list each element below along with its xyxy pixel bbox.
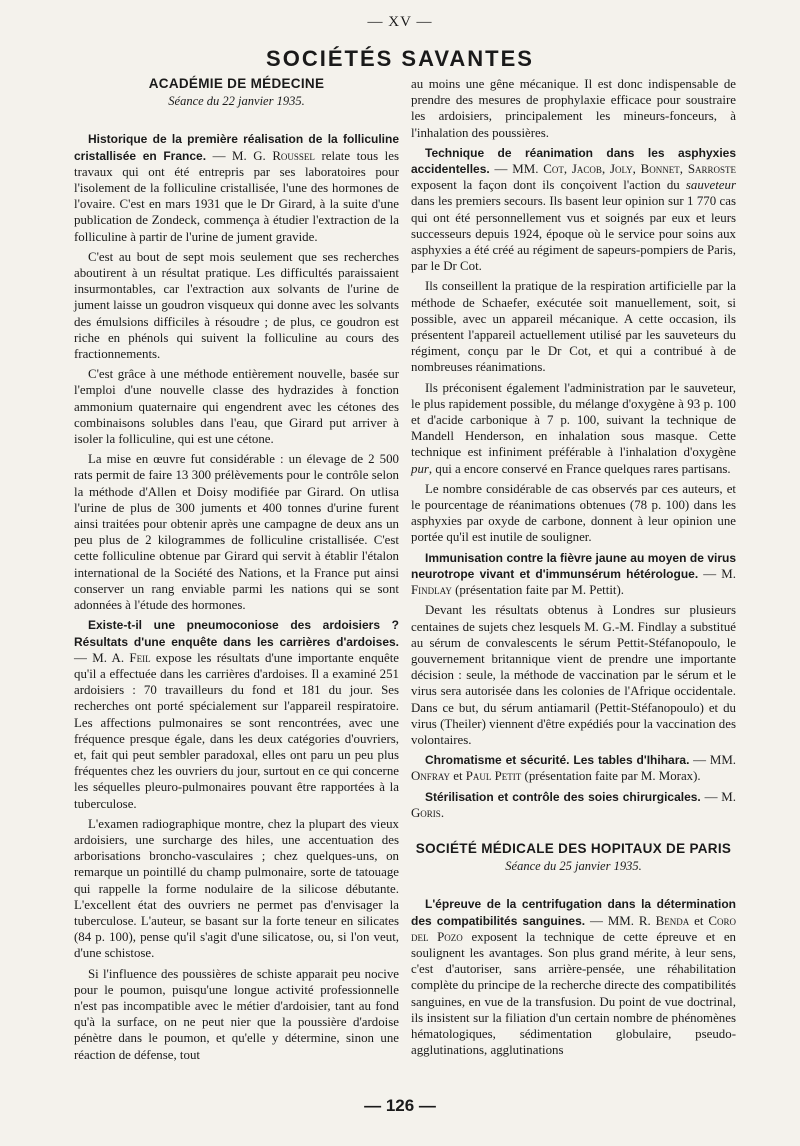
- page-number: — 126 —: [364, 1096, 436, 1115]
- article-title: Stérilisation et contrôle des soies chirurgicales.: [425, 789, 701, 804]
- article-folliculine: [74, 131, 399, 244]
- section-date-academie: Séance du 22 janvier 1935.: [168, 94, 305, 109]
- right-column: [411, 76, 736, 1058]
- article-title: Technique de réanimation dans les asphyxies accidentelles.: [411, 145, 736, 177]
- italic-text: sauveteur: [685, 178, 736, 193]
- article-reanimation: [411, 145, 736, 275]
- paragraph-text: expose les résultats d'une importante enquête qu'il a effectuée dans les carrières d'ardoises. Il a examiné 251 ardoisiers : 70 travailleurs du fond et 181 du jour. Ses recherches ont porté spécialement sur l'appareil respiratoire. Les affections pulmonaires se sont rencontrées, avec une fréquence presque égale, dans les deux catégories d'ouvriers, et, fait qui peut sembler paradoxal, elles ont paru un peu plus fréquentes chez les ouvriers du jour, surtout en ce qui concerne les séquelles pleuro-pulmonaires pouvant être rapportées à la tuberculose.: [74, 650, 399, 811]
- author-name: Feil: [129, 650, 151, 665]
- author-name: Coro del Pozo: [411, 913, 736, 944]
- paragraph: [411, 380, 736, 477]
- paragraph: Si l'influence des poussières de schiste apparait peu nocive pour le poumon, puisqu'une longue activité professionnelle n'est pas incompatible avec le métier d'ardoisier, tant au fond qu'à la surface, on ne peut nier que la poussière d'ardoise pénètre dans le poumon, et qu'elle y détermine, sinon une réaction de défense, tout: [74, 966, 399, 1062]
- dash: — MM.: [689, 753, 737, 768]
- article-chromatisme: [411, 752, 736, 784]
- conjunction: et: [689, 913, 709, 928]
- author-name: Onfray: [411, 769, 450, 784]
- article-pneumoconiose: [74, 617, 399, 811]
- author-name: Paul Petit: [465, 769, 522, 784]
- section-title-hopitaux: SOCIÉTÉ MÉDICALE DES HOPITAUX DE PARIS: [415, 840, 732, 856]
- paragraph-text: exposent la façon dont ils conçoivent l'action du: [411, 178, 686, 193]
- dash: — MM.: [489, 162, 544, 177]
- author-names: Cot, Jacob, Joly, Bonnet, Sarroste: [543, 162, 736, 177]
- paragraph: Le nombre considérable de cas observés par ces auteurs, et le pourcentage de réanimations obtenues (78 p. 100) dans les asphyxies par oxyde de carbone, donnent à leur opinion une portée qu'il est inutile de souligner.: [411, 481, 736, 545]
- paragraph: La mise en œuvre fut considérable : un élevage de 2 500 rats permit de faire 13 300 prélèvements pour le contrôle selon la méthode d'Allen et Doisy modifiée par Girard. On utlisa l'urine de plus de 300 juments et 400 tonnes d'urine furent ainsi traitées pour obtenir après une campagne de deux ans un peu plus de 2 kilogrammes de folliculine cristallisée. C'est cette folliculine obtenue par Girard qui servit à établir l'étalon international de la Société des Nations, et la France put ainsi conserver un rang enviable parmi les nations qui se sont adonnées à l'étude des hormones.: [74, 452, 399, 613]
- article-title: Immunisation contre la fièvre jaune au moyen de virus neurotrope vivant et d'immunsérum hétérologue.: [411, 550, 736, 581]
- author-name: Findlay: [411, 583, 452, 598]
- page-roman-number: — XV —: [367, 14, 433, 30]
- dash: — MM. R.: [585, 913, 656, 928]
- section-date-hopitaux: Séance du 25 janvier 1935.: [505, 859, 642, 874]
- paragraph: C'est au bout de sept mois seulement que ses recherches aboutirent à un résultat pratique. Les difficultés paraissaient insurmontables, car l'extraction aux solvants de l'urine de jument laisse un goudron visqueux qui donne avec les solvants des émulsions difficiles à résoudre ; de plus, ce goudron est riche en phénols qui suivent la folliculine au cours des fractionnements.: [74, 249, 399, 362]
- paragraph: L'examen radiographique montre, chez la plupart des vieux ardoisiers, une surcharge des hiles, une accentuation des arborisations broncho-vasculaires ; chez quelques-uns, on remarque un pointillé du champ pulmonaire, sorte de tatouage qui rappelle la forme nodulaire de la silicose débutante. L'excellent état des ouvriers ne permet pas d'envisager la tuberculose. L'auteur, se basant sur la forte teneur en silicates (84 p. 100), pense qu'il s'agit d'une silicatose, ou, si l'on veut, d'une schistose.: [74, 816, 399, 961]
- paragraph-text: relate tous les travaux qui ont été entrepris par ses laboratoires pour l'isolement de la folliculine cristallisée, l'une des hormones de l'ovaire. C'est en mars 1931 que le Dr Girard, à la suite d'une publication de Zondeck, commença à étudier l'extraction de la folliculine à partir de l'urine de jument gravide.: [74, 148, 399, 244]
- article-centrifugation: [411, 896, 736, 1058]
- paragraph-text: , qui a encore conservé en France quelques rares partisans.: [428, 461, 731, 476]
- dash: — M. A.: [74, 650, 130, 665]
- paragraph: Ils conseillent la pratique de la respiration artificielle par la méthode de Schaefer, exécutée soit manuellement, soit, si possible, avec un appareil mécanique. A cette occasion, ils présentent l'appareil actuellement utilisé par les sauveteurs du régiment, conçu par le Dr Cot, et qui a contribué à de nombreuses réanimations.: [411, 279, 736, 375]
- paragraph: Devant les résultats obtenus à Londres sur plusieurs centaines de sujets chez lesquels M. G.-M. Findlay a substitué au sérum de convalescents le sérum Pettit-Stéfanopoulo, le gouvernement britannique vient de prendre une importante décision : seule, la méthode de vaccination par le sérum et le virus sera autorisée dans les colonies de l'Afrique occidentale. Dans ce but, du sérum antiamaril (Pettit-Stéfanopoulo) et du virus (Theiler) viennent d'être expédiés pour la vaccination des volontaires.: [411, 603, 736, 747]
- paragraph-text: exposent la technique de cette épreuve et en soulignent les avantages. Son plus grand mérite, à leur sens, c'est d'autoriser, sans arrière-pensée, une réhabilitation complète du principe de la recherche directe des compatibilités sanguines, en vue de la transfusion. Du point de vue doctrinal, ils insistent sur la filiation d'un certain nombre de phénomènes hématologiques, sédimentation globulaire, pseudo-agglutinations, agglutinations: [411, 929, 736, 1058]
- paragraph-text: dans les premiers secours. Ils basent leur opinion sur 1 770 cas qui ont été personnellement vus et soignés par eux et leurs successeurs depuis 1924, époque où le service pour soins aux asphyxies a été créé au régiment de sapeurs-pompiers de Paris, par le Dr Cot.: [411, 194, 736, 274]
- spacer: [411, 821, 736, 841]
- section-title-academie: ACADÉMIE DE MÉDECINE: [148, 76, 325, 91]
- dash: — M. G.: [206, 148, 273, 163]
- italic-text: pur: [411, 461, 429, 476]
- article-title: L'épreuve de la centrifugation dans la détermination des compatibilités sanguines.: [411, 897, 736, 928]
- article-title: Chromatisme et sécurité. Les tables d'Ihihara.: [425, 753, 690, 768]
- dash: — M.: [698, 566, 736, 581]
- paragraph-text: (présentation faite par M. Pettit).: [451, 583, 625, 598]
- paragraph-text: (présentation faite par M. Morax).: [521, 769, 701, 784]
- article-title: Existe-t-il une pneumoconiose des ardoisiers ? Résultats d'une enquête dans les carrières d'ardoises.: [74, 618, 399, 649]
- article-fievre-jaune: [411, 550, 736, 599]
- left-column: [74, 76, 399, 1063]
- article-title: Historique de la première réalisation de la folliculine cristallisée en France.: [74, 132, 399, 163]
- author-name: Goris.: [411, 805, 445, 820]
- paragraph-text: Ils préconisent également l'administration par le sauveteur, le plus rapidement possible, du mélange d'oxygène à 93 p. 100 et d'acide carbonique à 7 p. 100, suivant la technique de Mandell Henderson, en inhalation sous masque. Cette technique est infiniment préférable à l'inhalation d'oxygène: [411, 380, 736, 460]
- paragraph: au moins une gêne mécanique. Il est donc indispensable de prendre des mesures de prophylaxie efficace pour soustraire les ardoisiers, principalement les mineurs-fonceurs, à l'inhalation des poussières.: [411, 77, 736, 140]
- page-title: SOCIÉTÉS SAVANTES: [266, 46, 534, 71]
- author-name: Roussel: [272, 148, 315, 163]
- dash: — M.: [700, 789, 736, 804]
- author-name: Benda: [655, 913, 690, 928]
- conjunction: et: [450, 769, 466, 784]
- paragraph: C'est grâce à une méthode entièrement nouvelle, basée sur l'emploi d'une nouvelle classe des hydrazides à fonction ammonium quaternaire qui engendrent avec les cétones des combinaisons solubles dans l'eau, que Girard put arriver à isoler la folliculine, qui est une cétone.: [74, 367, 399, 447]
- article-sterilisation: [411, 789, 736, 821]
